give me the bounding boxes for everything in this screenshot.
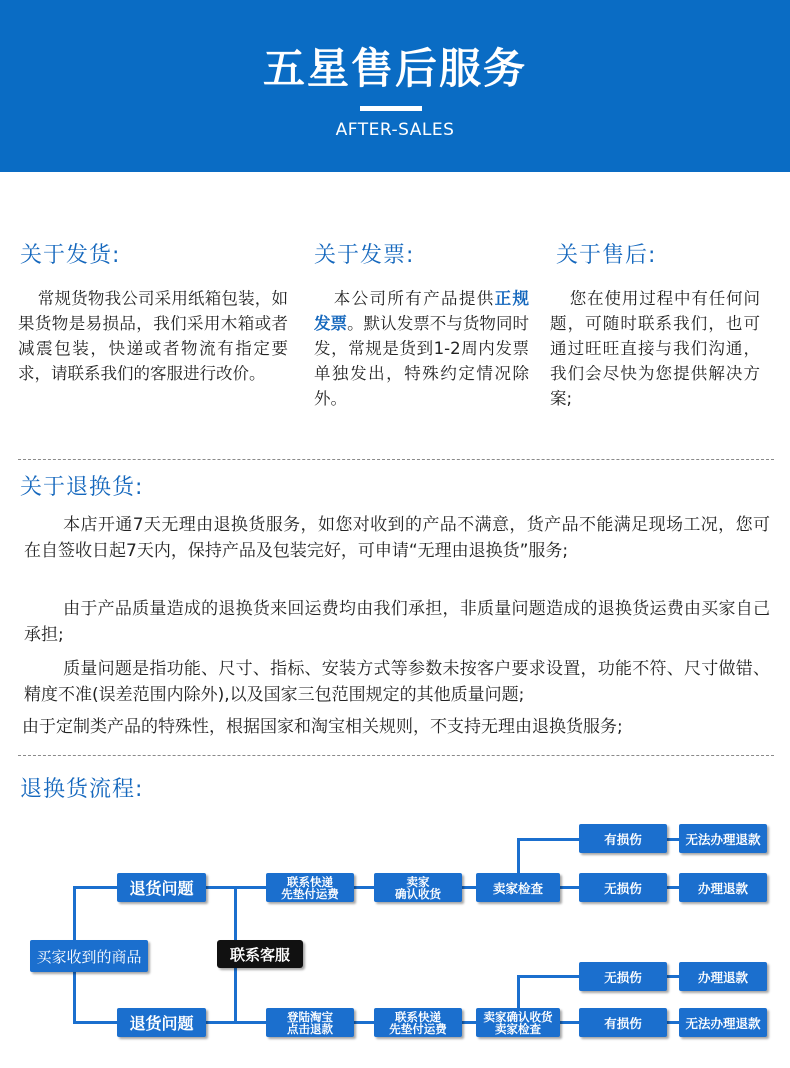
connector-line <box>667 1021 679 1024</box>
bottom-return-issue-box: 退货问题 <box>117 1008 206 1037</box>
returns-paragraph: 质量问题是指功能、尺寸、指标、安装方式等参数未按客户要求设置，功能不符、尺寸做错、精度不准(误差范围内除外),以及国家三包范围规定的其他质量问题; <box>24 659 770 705</box>
bottom-step1-box <box>266 1008 354 1037</box>
return-flowchart <box>0 800 790 1068</box>
connector-line <box>560 1021 579 1024</box>
bottom-step2-line1: 联系快递 <box>395 1009 441 1024</box>
aftersales-title: 关于售后: <box>556 243 657 268</box>
bottom-step2-box <box>374 1008 462 1037</box>
connector-line <box>206 886 236 889</box>
top-step2-line1: 卖家 <box>406 874 430 889</box>
connector-line <box>517 975 520 1010</box>
invoice-highlight: 正规发票 <box>314 289 530 333</box>
connector-line <box>517 838 579 841</box>
shipping-title: 关于发货: <box>20 243 121 268</box>
bottom-step1-line1: 登陆淘宝 <box>287 1009 333 1024</box>
returns-title: 关于退换货: <box>20 475 144 500</box>
bottom-branch-a-result-box: 办理退款 <box>679 962 767 991</box>
bottom-step3-box <box>476 1008 560 1037</box>
top-return-issue-box: 退货问题 <box>117 873 206 902</box>
connector-line <box>517 838 520 875</box>
top-branch-a-cond-box: 有损伤 <box>579 824 667 853</box>
connector-line <box>354 1021 374 1024</box>
bottom-step3-line2: 卖家检查 <box>495 1021 541 1036</box>
buyer-received-box: 买家收到的商品 <box>30 940 148 972</box>
connector-line <box>234 886 266 889</box>
top-branch-b-cond-box: 无损伤 <box>579 873 667 902</box>
connector-line <box>517 975 579 978</box>
shipping-text: 常规货物我公司采用纸箱包装，如果货物是易损品，我们采用木箱或者减震包装，快递或者物流有指定要求，请联系我们的客服进行改价。 <box>18 289 288 383</box>
connector-line <box>560 886 579 889</box>
title-underline <box>360 106 422 111</box>
connector-line <box>667 975 679 978</box>
bottom-step1-line2: 点击退款 <box>287 1021 333 1036</box>
bottom-branch-b-cond-box: 有损伤 <box>579 1008 667 1037</box>
returns-paragraph: 由于产品质量造成的退换货来回运费均由我们承担，非质量问题造成的退换货运费由买家自己承担; <box>24 599 770 645</box>
connector-line <box>667 886 679 889</box>
bottom-branch-a-cond-box: 无损伤 <box>579 962 667 991</box>
connector-line <box>667 838 679 841</box>
top-step1-box <box>266 873 354 902</box>
connector-line <box>354 886 374 889</box>
top-branch-a-result-box: 无法办理退款 <box>679 824 767 853</box>
aftersales-text: 您在使用过程中有任何问题，可随时联系我们，也可通过旺旺直接与我们沟通，我们会尽快为您提供解决方案; <box>550 289 760 408</box>
contact-service-box: 联系客服 <box>217 940 303 968</box>
connector-line <box>73 1021 118 1024</box>
connector-line <box>73 886 118 889</box>
divider <box>18 459 774 460</box>
top-step1-line2: 先垫付运费 <box>281 886 339 901</box>
invoice-text-before: 本公司所有产品提供 <box>333 289 495 308</box>
header-banner <box>0 0 790 172</box>
page-subtitle: AFTER-SALES <box>335 120 455 140</box>
returns-paragraph: 本店开通7天无理由退换货服务，如您对收到的产品不满意，货产品不能满足现场工况，您可在自签收日起7天内，保持产品及包装完好，可申请“无理由退换货”服务; <box>24 515 770 561</box>
top-step2-line2: 确认收货 <box>395 886 441 901</box>
bottom-step2-line2: 先垫付运费 <box>389 1021 447 1036</box>
invoice-title: 关于发票: <box>314 243 415 268</box>
bottom-branch-b-result-box: 无法办理退款 <box>679 1008 767 1037</box>
connector-line <box>462 1021 476 1024</box>
page-title: 五星售后服务 <box>262 44 527 93</box>
top-branch-b-result-box: 办理退款 <box>679 873 767 902</box>
invoice-text <box>314 286 529 411</box>
connector-line <box>206 1021 236 1024</box>
top-step2-box <box>374 873 462 902</box>
bottom-step3-line1: 卖家确认收货 <box>483 1009 553 1024</box>
returns-paragraph: 由于定制类产品的特殊性，根据国家和淘宝相关规则，不支持无理由退换货服务; <box>22 717 623 737</box>
top-step1-line1: 联系快递 <box>287 874 333 889</box>
divider <box>18 755 774 756</box>
top-step3-box: 卖家检查 <box>476 873 560 902</box>
process-title: 退换货流程: <box>20 777 144 802</box>
connector-line <box>462 886 476 889</box>
invoice-text-after: 。默认发票不与货物同时发，常规是货到1-2周内发票单独发出，特殊约定情况除外。 <box>314 314 530 408</box>
connector-line <box>234 1021 266 1024</box>
